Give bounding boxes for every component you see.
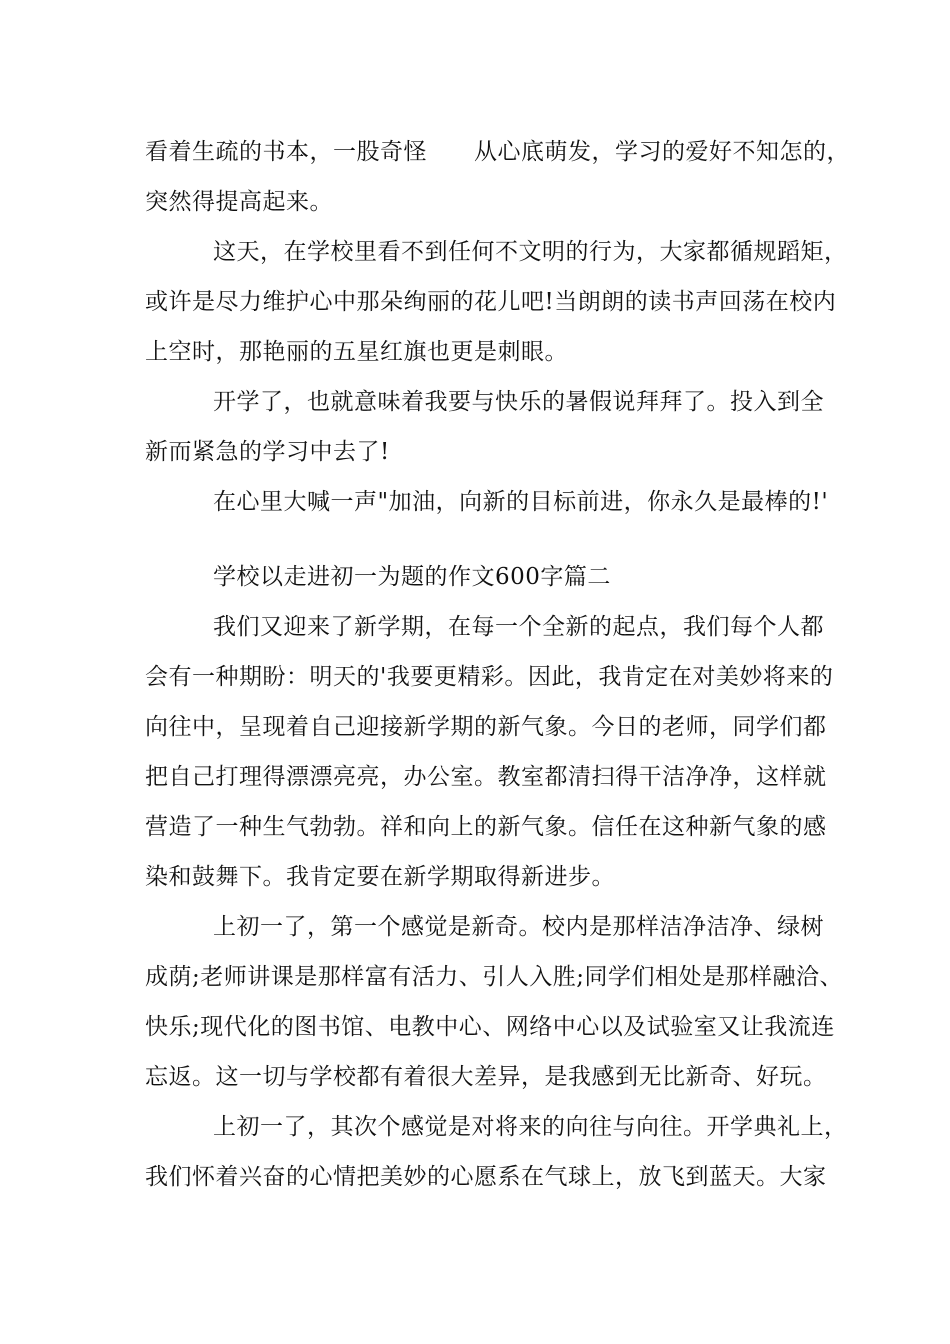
text-line: 新而紧急的学习中去了!: [145, 439, 390, 465]
section-heading: 学校以走进初一为题的作文600字篇二: [213, 564, 611, 590]
text-line: 上初一了，其次个感觉是对将来的向往与向往。开学典礼上，: [213, 1114, 848, 1140]
text-line: 我们怀着兴奋的心情把美妙的心愿系在气球上，放飞到蓝天。大家: [145, 1164, 827, 1190]
text-line: 看着生疏的书本，一股奇怪 从心底萌发，学习的爱好不知怎的，: [145, 139, 850, 165]
text-line: 快乐;现代化的图书馆、电教中心、网络中心以及试验室又让我流连: [145, 1014, 835, 1040]
text-line: 成荫;老师讲课是那样富有活力、引人入胜;同学们相处是那样融洽、: [145, 964, 843, 990]
text-line: 我们又迎来了新学期，在每一个全新的起点，我们每个人都: [213, 614, 824, 640]
text-line: 在心里大喊一声"加油，向新的目标前进，你永久是最棒的!': [213, 489, 829, 515]
text-line: 把自己打理得漂漂亮亮，办公室。教室都清扫得干洁净净，这样就: [145, 764, 827, 790]
text-line: 开学了，也就意味着我要与快乐的暑假说拜拜了。投入到全: [213, 389, 824, 415]
text-line: 营造了一种生气勃勃。祥和向上的新气象。信任在这种新气象的感: [145, 814, 827, 840]
text-line: 忘返。这一切与学校都有着很大差异，是我感到无比新奇、好玩。: [145, 1064, 827, 1090]
text-line: 或许是尽力维护心中那朵绚丽的花儿吧!当朗朗的读书声回荡在校内: [145, 289, 837, 315]
text-line: 这天，在学校里看不到任何不文明的行为，大家都循规蹈矩，: [213, 239, 848, 265]
text-line: 突然得提高起来。: [145, 189, 333, 215]
text-line: 会有一种期盼：明天的'我要更精彩。因此，我肯定在对美妙将来的: [145, 664, 834, 690]
text-line: 上初一了，第一个感觉是新奇。校内是那样洁净洁净、绿树: [213, 914, 824, 940]
text-line: 染和鼓舞下。我肯定要在新学期取得新进步。: [145, 864, 615, 890]
text-line: 上空时，那艳丽的五星红旗也更是刺眼。: [145, 339, 568, 365]
text-line: 向往中，呈现着自己迎接新学期的新气象。今日的老师，同学们都: [145, 714, 827, 740]
